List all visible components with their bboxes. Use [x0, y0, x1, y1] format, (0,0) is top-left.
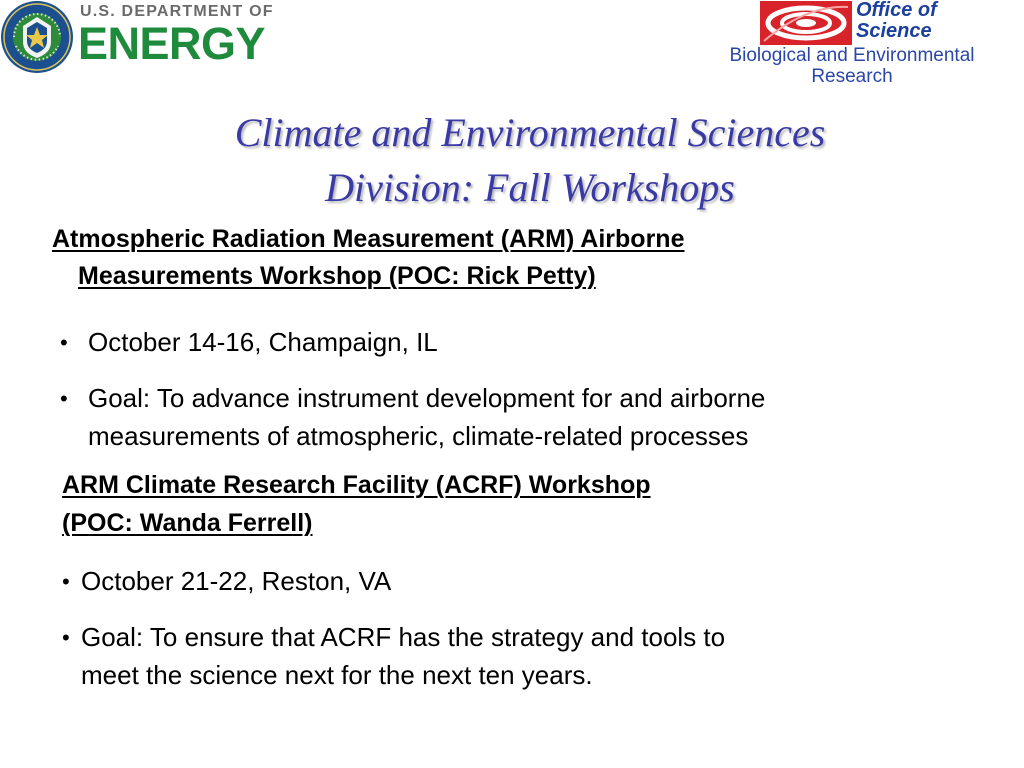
title-line2: Division: Fall Workshops — [325, 165, 735, 210]
program-label-line1: Biological and Environmental — [729, 45, 975, 66]
program-label-line2: Research — [811, 66, 893, 87]
section1-bullet2-line1: Goal: To advance instrument development for and airborne — [88, 383, 766, 413]
sc-line2: Science — [856, 20, 932, 42]
page-title — [130, 105, 930, 215]
doe-seal-icon — [0, 0, 74, 74]
section2-bullet2-line1: Goal: To ensure that ACRF has the strategy and tools to — [81, 622, 726, 652]
section2-bullet1: October 21-22, Reston, VA — [81, 566, 392, 596]
section1-bullet2-line2: measurements of atmospheric, climate-related processes — [88, 421, 749, 451]
bullet-marker: • — [60, 330, 68, 355]
section2-bullet2-line2: meet the science next for the next ten years. — [81, 660, 593, 690]
office-of-science-wordmark — [856, 0, 937, 42]
bullet-marker: • — [62, 569, 70, 594]
section2-heading-line2: (POC: Wanda Ferrell) — [62, 509, 313, 537]
section1-heading-line2: Measurements Workshop (POC: Rick Petty) — [78, 262, 596, 290]
section1-heading-line1: Atmospheric Radiation Measurement (ARM) Airborne — [52, 225, 685, 253]
doe-energy-wordmark: ENERGY — [78, 18, 266, 69]
office-of-science-swirl-icon — [760, 1, 852, 45]
bullet-marker: • — [62, 625, 70, 650]
section2-heading-line1: ARM Climate Research Facility (ACRF) Workshop — [62, 471, 651, 499]
sc-line1: Office of — [856, 0, 937, 21]
doe-department-label: U.S. DEPARTMENT OF — [80, 3, 274, 20]
title-line1: Climate and Environmental Sciences — [234, 110, 826, 155]
doe-logo — [0, 0, 300, 76]
section1-bullet1: October 14-16, Champaign, IL — [88, 327, 438, 357]
program-label — [688, 45, 1016, 87]
bullet-marker: • — [60, 386, 68, 411]
office-of-science-logo — [760, 1, 980, 45]
